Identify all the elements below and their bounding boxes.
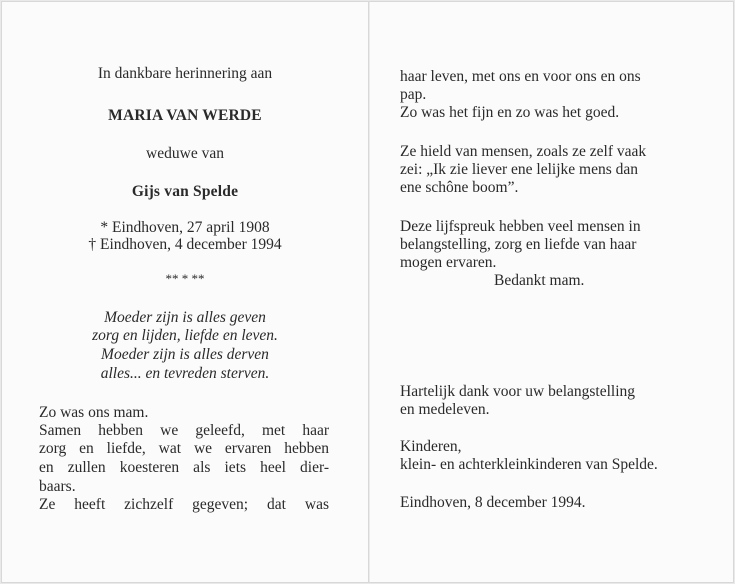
poem-line: Moeder zijn is alles geven <box>104 309 266 326</box>
poem-line: alles... en tevreden sterven. <box>100 365 270 382</box>
memorial-card <box>2 2 733 582</box>
text-line: Zo was ons mam. <box>39 404 149 421</box>
text-line: zorg en liefde, wat we ervaren hebben <box>39 440 329 457</box>
text-line: haar leven, met ons en voor ons en ons <box>400 68 641 85</box>
death-line: † Eindhoven, 4 december 1994 <box>88 236 282 253</box>
text-line: Ze hield van mensen, zoals ze zelf vaak <box>400 143 647 160</box>
text-line: Zo was het fijn en zo was het goed. <box>400 104 620 121</box>
thanks-mam: Bedankt mam. <box>494 272 585 289</box>
text-line: en medeleven. <box>400 401 490 418</box>
separator: ** * ** <box>165 271 205 286</box>
text-line: klein- en achterkleinkinderen van Spelde. <box>400 456 658 473</box>
text-line: Deze lijfspreuk hebben veel mensen in <box>400 218 641 235</box>
text-line: belangstelling, zorg en liefde van haar <box>400 236 637 253</box>
poem-line: Moeder zijn is alles derven <box>101 346 269 363</box>
right-page <box>370 2 733 582</box>
text-line: Samen hebben we geleefd, met haar <box>39 422 329 439</box>
deceased-name: MARIA VAN WERDE <box>108 107 262 124</box>
relation-line: weduwe van <box>146 145 224 162</box>
intro-line: In dankbare herinnering aan <box>97 65 273 82</box>
poem-line: zorg en lijden, liefde en leven. <box>92 327 278 344</box>
text-line: mogen ervaren. <box>400 254 497 271</box>
text-line: Ze heeft zichzelf gegeven; dat was <box>39 496 329 513</box>
spouse-name: Gijs van Spelde <box>131 183 239 200</box>
text-line: pap. <box>400 86 427 103</box>
text-line: baars. <box>39 478 76 495</box>
text-line: Kinderen, <box>400 438 462 455</box>
text-line: en zullen koesteren als iets heel dier- <box>39 459 329 476</box>
birth-line: * Eindhoven, 27 april 1908 <box>100 219 270 236</box>
closing-date: Eindhoven, 8 december 1994. <box>400 494 586 511</box>
text-line: zei: „Ik zie liever ene lelijke mens dan <box>400 161 638 178</box>
left-page <box>2 2 368 582</box>
text-line: ene schône boom”. <box>400 179 519 196</box>
text-line: Hartelijk dank voor uw belangstelling <box>400 383 636 400</box>
